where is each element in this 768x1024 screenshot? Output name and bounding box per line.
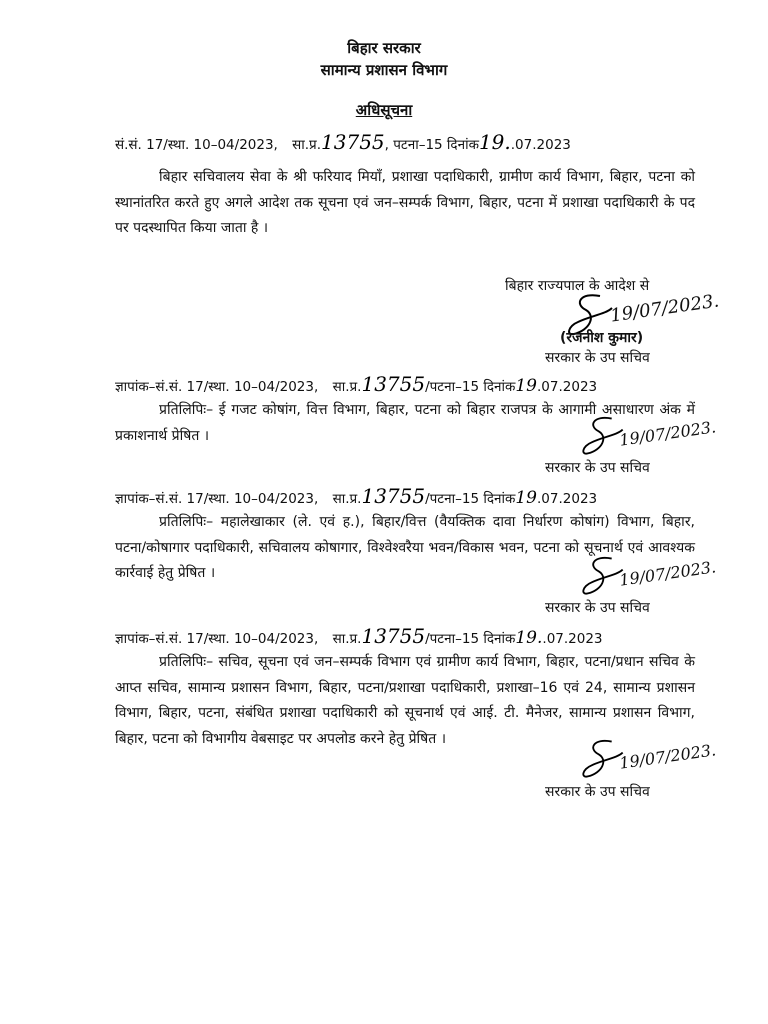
copy3-handwritten-number: 13755 <box>361 624 426 648</box>
copy3-body: प्रतिलिपिः– सचिव, सूचना एवं जन–सम्पर्क विभाग एवं ग्रामीण कार्य विभाग, बिहार, पटना/प्रधान सचिव के आप्त सचिव, सामान्य प्रशासन विभाग, बिहार, पटना/प्रशाखा पदाधिकारी, प्रशाखा–16 एवं 24, सामान्य प्रशासन विभाग, बिहार, पटना, संबंधित प्रशाखा पदाधिकारी को सूचनार्थ एवं आई. टी. मैनेजर, सामान्य प्रशासन विभाग, बिहार, पटना को विभागीय वेबसाइट पर अपलोड करने हेतु प्रेषित । <box>115 654 695 747</box>
copy1-signature-date: 19/07/2023. <box>618 417 718 450</box>
copy2-handwritten-number: 13755 <box>361 484 426 508</box>
signature-date: 19/07/2023. <box>609 290 721 327</box>
copy2-signature-mark <box>575 552 745 602</box>
copy1-signatory-title: सरकार के उप सचिव <box>545 460 650 476</box>
notification-body: बिहार सचिवालय सेवा के श्री फरियाद मियाँ, प्रशाखा पदाधिकारी, ग्रामीण कार्य विभाग, बिहार, पटना को स्थानांतरित करते हुए अगले आदेश तक सूचना एवं जन–सम्पर्क विभाग, बिहार, पटना में प्रशाखा पदाधिकारी के पद पर पदस्थापित किया जाता है । <box>115 169 695 236</box>
copy3-signature-date: 19/07/2023. <box>618 740 718 773</box>
ref-month: .07.2023 <box>510 137 571 153</box>
signatory-name: (रजनीश कुमार) <box>560 330 644 346</box>
department-name: सामान्य प्रशासन विभाग <box>320 61 448 79</box>
copy1-handwritten-number: 13755 <box>361 372 426 396</box>
ref-place: , पटना–15 दिनांक <box>384 137 479 153</box>
order-line: बिहार राज्यपाल के आदेश से <box>505 278 650 294</box>
copy1-body: प्रतिलिपिः– ई गजट कोषांग, वित्त विभाग, बिहार, पटना को बिहार राजपत्र के आगामी असाधारण अंक में प्रकाशनार्थ प्रेषित । <box>115 402 695 444</box>
notification-reference <box>115 130 571 154</box>
signatory-title: सरकार के उप सचिव <box>545 350 650 366</box>
copy1-signature-mark <box>575 412 745 462</box>
ref-handwritten-day: 19. <box>478 130 511 154</box>
copy2-handwritten-day: 19 <box>515 488 537 508</box>
copy2-reference: ज्ञापांक–सं.सं. 17/स्था. 10–04/2023, सा.प्र.13755/पटना–15 दिनांक19.07.2023 <box>115 484 598 508</box>
ref-prefix: सं.सं. 17/स्था. 10–04/2023, <box>115 137 278 153</box>
copy1-reference: ज्ञापांक–सं.सं. 17/स्था. 10–04/2023, सा.प्र.13755/पटना–15 दिनांक19.07.2023 <box>115 372 598 396</box>
ref-handwritten-number: 13755 <box>321 130 385 154</box>
copy3-handwritten-day: 19. <box>515 628 543 648</box>
copy2-signatory-title: सरकार के उप सचिव <box>545 600 650 616</box>
copy3-signatory-title: सरकार के उप सचिव <box>545 784 650 800</box>
copy2-body: प्रतिलिपिः– महालेखाकार (ले. एवं ह.), बिहार/वित्त (वैयक्तिक दावा निर्धारण कोषांग) विभाग, बिहार, पटना/कोषागार पदाधिकारी, सचिवालय कोषागार, विश्वेश्वरैया भवन/विकास भवन, पटना को सूचनार्थ एवं आवश्यक कार्रवाई हेतु प्रेषित । <box>115 514 695 581</box>
page-title <box>0 100 768 120</box>
copy3-signature-mark <box>575 735 745 785</box>
ref-sa: सा.प्र. <box>292 137 322 153</box>
title-text: अधिसूचना <box>355 101 413 119</box>
copy2-signature-date: 19/07/2023. <box>618 557 718 590</box>
copy1-handwritten-day: 19 <box>515 376 537 396</box>
govt-name: बिहार सरकार <box>347 39 421 57</box>
copy3-reference: ज्ञापांक–सं.सं. 17/स्था. 10–04/2023, सा.प्र.13755/पटना–15 दिनांक19..07.2023 <box>115 624 603 648</box>
